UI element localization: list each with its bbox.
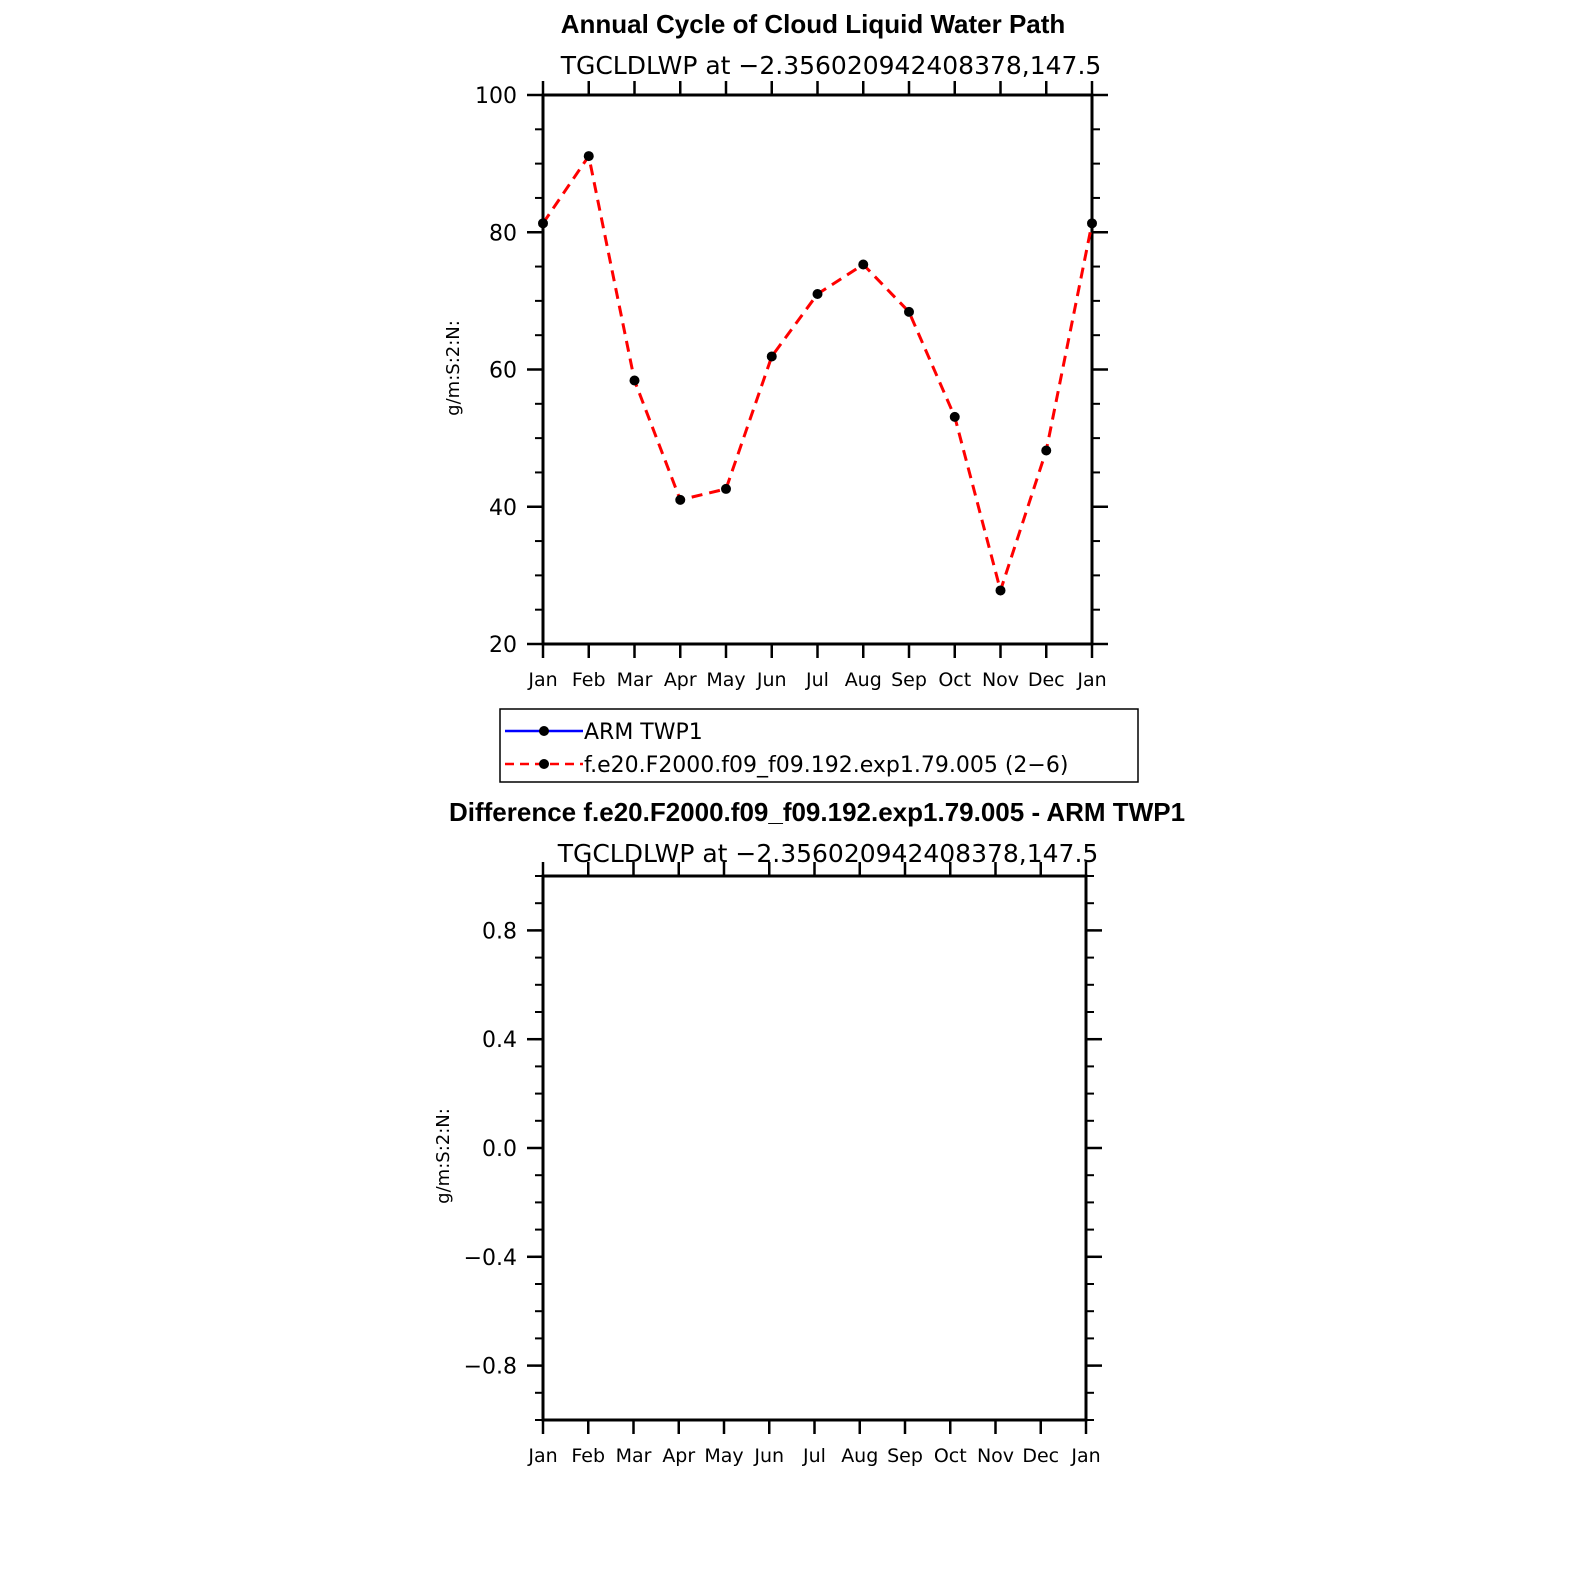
series-line-1 [543,156,1092,590]
legend-label-model: f.e20.F2000.f09_f09.192.exp1.79.005 (2−6) [584,753,1069,778]
chart2-ytick-label: 0.4 [482,1028,517,1054]
chart2-ytick-label: 0.8 [482,919,517,945]
chart2-frame [543,876,1086,1420]
data-point [1087,218,1097,228]
chart1-ytick-label: 100 [475,84,517,109]
chart1-xtick-label: Jan [528,669,558,691]
chart1-xtick-label: Jan [1077,669,1107,691]
data-point [675,495,685,505]
chart1-ytick-label: 20 [489,633,517,658]
chart2-title: Difference f.e20.F2000.f09_f09.192.exp1.79.005 - ARM TWP1 [448,797,1186,827]
chart2-xtick-label: Apr [662,1445,696,1467]
chart2-xtick-label: Feb [571,1445,606,1467]
chart2-xtick-label: Dec [1022,1445,1060,1467]
chart1-xtick-label: May [706,669,746,691]
chart1-xtick-label: Oct [938,669,972,691]
chart1-plot-area [538,151,1097,595]
chart2-ytick-label: 0.0 [482,1137,517,1162]
data-point [584,151,594,161]
data-point [721,484,731,494]
data-point [1041,445,1051,455]
chart1-title: Annual Cycle of Cloud Liquid Water Path [560,9,1066,39]
chart1-legend [500,709,1138,782]
chart2-xtick-label: Jan [1071,1445,1101,1467]
chart2-subtitle: TGCLDLWP at −2.356020942408378,147.5 [557,839,1099,868]
chart1-xtick-label: Sep [891,669,927,691]
chart2-xtick-label: Jan [528,1445,558,1467]
chart2-axes [464,862,1102,1467]
legend-label-arm: ARM TWP1 [584,720,703,745]
data-point [767,351,777,361]
data-point [950,412,960,422]
chart2-ytick-label: −0.8 [463,1354,517,1380]
chart2-xtick-label: Nov [976,1445,1015,1467]
chart2-xtick-label: Oct [933,1445,967,1467]
chart2-xtick-label: Jul [803,1445,826,1467]
chart1-xtick-label: Nov [981,669,1020,691]
data-point [996,585,1006,595]
chart1-ytick-label: 40 [489,495,517,521]
chart1-xtick-label: Dec [1027,669,1065,691]
chart1-subtitle: TGCLDLWP at −2.356020942408378,147.5 [560,51,1102,80]
chart1-xtick-label: Mar [616,669,653,691]
chart2-xtick-label: Mar [615,1445,652,1467]
chart2-xtick-label: Aug [841,1445,879,1467]
chart1-xtick-label: Feb [571,669,606,691]
chart1-xtick-label: Apr [663,669,697,691]
data-point [538,218,548,228]
chart1-frame [543,95,1092,644]
chart1-ylabel: g/m:S:2:N: [443,320,464,416]
data-point [813,289,823,299]
data-point [630,375,640,385]
data-point [904,307,914,317]
chart1-ytick-label: 60 [489,358,517,384]
legend-item-model [505,753,1068,778]
chart2-ylabel: g/m:S:2:N: [433,1108,454,1204]
chart2-xtick-label: May [704,1445,744,1467]
chart1-xtick-label: Aug [844,669,882,691]
chart2-ytick-label: −0.4 [463,1245,517,1271]
chart2-xtick-label: Jun [754,1445,785,1467]
chart2-xtick-label: Sep [887,1445,923,1467]
chart1-xtick-label: Jul [806,669,829,691]
chart1-ytick-label: 80 [489,221,517,247]
data-point [858,260,868,270]
chart1-xtick-label: Jun [756,669,787,691]
chart1-axes [475,81,1108,691]
